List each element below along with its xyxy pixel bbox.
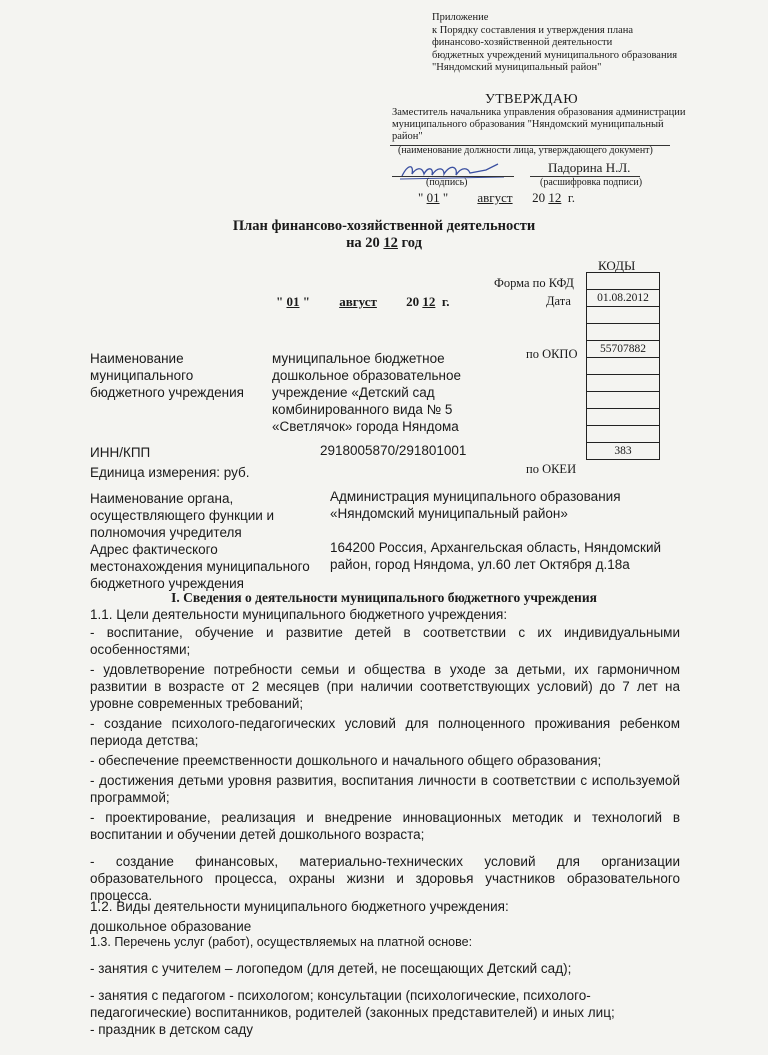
types-value: дошкольное образование bbox=[90, 919, 252, 934]
plan-title-suffix: год bbox=[401, 235, 422, 251]
inn-label: ИНН/КПП bbox=[90, 445, 151, 460]
plan-title-line1: План финансово-хозяйственной деятельности bbox=[232, 218, 536, 234]
goal-item: - обеспечение преемственности дошкольного и начального общего образования; bbox=[90, 753, 602, 768]
founder-label: Наименование органа, осуществляющего функции и полномочия учредителя bbox=[90, 491, 275, 540]
appendix-line: "Няндомский муниципальный район" bbox=[432, 62, 602, 73]
plan-date-year-prefix: 20 bbox=[406, 294, 420, 309]
approval-position: Заместитель начальника управления образования администрации муниципального образования "Няндомский муниципальный район" bbox=[392, 107, 686, 142]
code-form bbox=[587, 273, 660, 290]
goal-item: - достижения детьми уровня развития, воспитания личности в соответствии с используемой программой; bbox=[90, 773, 680, 805]
address-value: 164200 Россия, Архангельская область, Няндомский район, город Няндома, ул.60 лет Октября д.18а bbox=[330, 540, 662, 572]
services-list bbox=[90, 960, 670, 1038]
plan-date-day: 01 bbox=[286, 294, 300, 309]
appendix-line: к Порядку составления и утверждения плана bbox=[432, 24, 634, 36]
approval-date-suffix: г. bbox=[567, 190, 575, 205]
code-empty bbox=[587, 375, 660, 392]
code-empty bbox=[587, 307, 660, 324]
code-empty bbox=[587, 392, 660, 409]
service-item: - занятия с педагогом - психологом; консультации (психологические, психолого-педагогические) воспитанников, родителей (законных представителей) и иных лиц; bbox=[90, 988, 615, 1020]
appendix-line: финансово-хозяйственной деятельности bbox=[432, 37, 613, 48]
inn-value: 2918005870/291801001 bbox=[320, 443, 467, 458]
plan-date-month: август bbox=[339, 294, 377, 309]
services-heading: 1.3. Перечень услуг (работ), осуществляемых на платной основе: bbox=[90, 935, 473, 949]
goal-item: - воспитание, обучение и развитие детей в соответствии с их индивидуальными особенностями; bbox=[90, 625, 680, 657]
institution-name-value: муниципальное бюджетное дошкольное образовательное учреждение «Детский сад комбинированного вида № 5 «Светлячок» города Няндома bbox=[272, 351, 461, 434]
service-item: - занятия с учителем – логопедом (для детей, не посещающих Детский сад); bbox=[90, 961, 572, 976]
service-item: - праздник в детском саду bbox=[90, 1022, 253, 1037]
plan-date-year: 12 bbox=[422, 294, 436, 309]
codes-header: КОДЫ bbox=[598, 258, 636, 273]
code-empty bbox=[587, 324, 660, 341]
appendix-block bbox=[432, 12, 677, 75]
founder-value: Администрация муниципального образования «Няндомский муниципальный район» bbox=[330, 489, 621, 521]
approval-title: УТВЕРЖДАЮ bbox=[485, 92, 578, 107]
form-label: Форма по КФД bbox=[494, 276, 574, 290]
date-label: Дата bbox=[546, 294, 571, 308]
plan-title-prefix: на 20 bbox=[346, 235, 380, 251]
okei-label: по ОКЕИ bbox=[526, 462, 577, 476]
goal-item: - проектирование, реализация и внедрение инновационных методик и технологий в воспитании и обучении детей дошкольного возраста; bbox=[90, 810, 680, 842]
goal-item: - создание психолого-педагогических условий для полноценного проживания ребенком периода детства; bbox=[90, 716, 680, 748]
approval-date-month: август bbox=[477, 190, 513, 205]
appendix-line: бюджетных учреждений муниципального образования bbox=[432, 49, 678, 61]
section-title: I. Сведения о деятельности муниципального бюджетного учреждения bbox=[171, 590, 597, 605]
name-caption: (расшифровка подписи) bbox=[540, 177, 643, 188]
approval-date-year: 12 bbox=[548, 190, 562, 205]
unit-label: Единица измерения: руб. bbox=[90, 465, 250, 480]
plan-title-year: 12 bbox=[383, 235, 398, 251]
institution-name-label: Наименование муниципального бюджетного учреждения bbox=[90, 351, 244, 400]
types-heading: 1.2. Виды деятельности муниципального бюджетного учреждения: bbox=[90, 899, 509, 914]
signature-caption: (подпись) bbox=[426, 177, 468, 188]
okpo-label: по ОКПО bbox=[526, 347, 578, 361]
code-okpo: 55707882 bbox=[587, 341, 660, 358]
plan-date-suffix: г. bbox=[441, 294, 450, 309]
approval-date-year-prefix: 20 bbox=[532, 190, 546, 205]
code-date: 01.08.2012 bbox=[587, 290, 660, 307]
position-caption: (наименование должности лица, утверждающего документ) bbox=[398, 145, 653, 156]
plan-title-line2 bbox=[0, 235, 768, 252]
plan-title bbox=[0, 218, 768, 252]
address-label: Адрес фактического местонахождения муниципального бюджетного учреждения bbox=[90, 542, 310, 591]
code-empty bbox=[587, 426, 660, 443]
goal-item: - создание финансовых, материально-технических условий для организации образовательного процесса, охраны жизни и здоровья участников образовательного процесса. bbox=[90, 854, 680, 903]
codes-table bbox=[586, 272, 660, 460]
approval-date: " 01 " август 20 12 г. bbox=[418, 190, 575, 205]
signer-name: Падорина Н.Л. bbox=[548, 160, 631, 175]
plan-date: " 01 " август 20 12 г. bbox=[276, 294, 450, 309]
code-empty bbox=[587, 409, 660, 426]
code-okei: 383 bbox=[587, 443, 660, 460]
appendix-line: Приложение bbox=[432, 12, 489, 23]
goal-item: - удовлетворение потребности семьи и общества в уходе за детьми, их гармоничном развитии в возрасте от 2 месяцев (при наличии соответствующих условий) до 7 лет на уровне современных требований; bbox=[90, 662, 680, 711]
code-empty bbox=[587, 358, 660, 375]
goals-heading: 1.1. Цели деятельности муниципального бюджетного учреждения: bbox=[90, 607, 508, 622]
approval-date-day: 01 bbox=[426, 190, 440, 205]
goals-list bbox=[90, 624, 680, 904]
